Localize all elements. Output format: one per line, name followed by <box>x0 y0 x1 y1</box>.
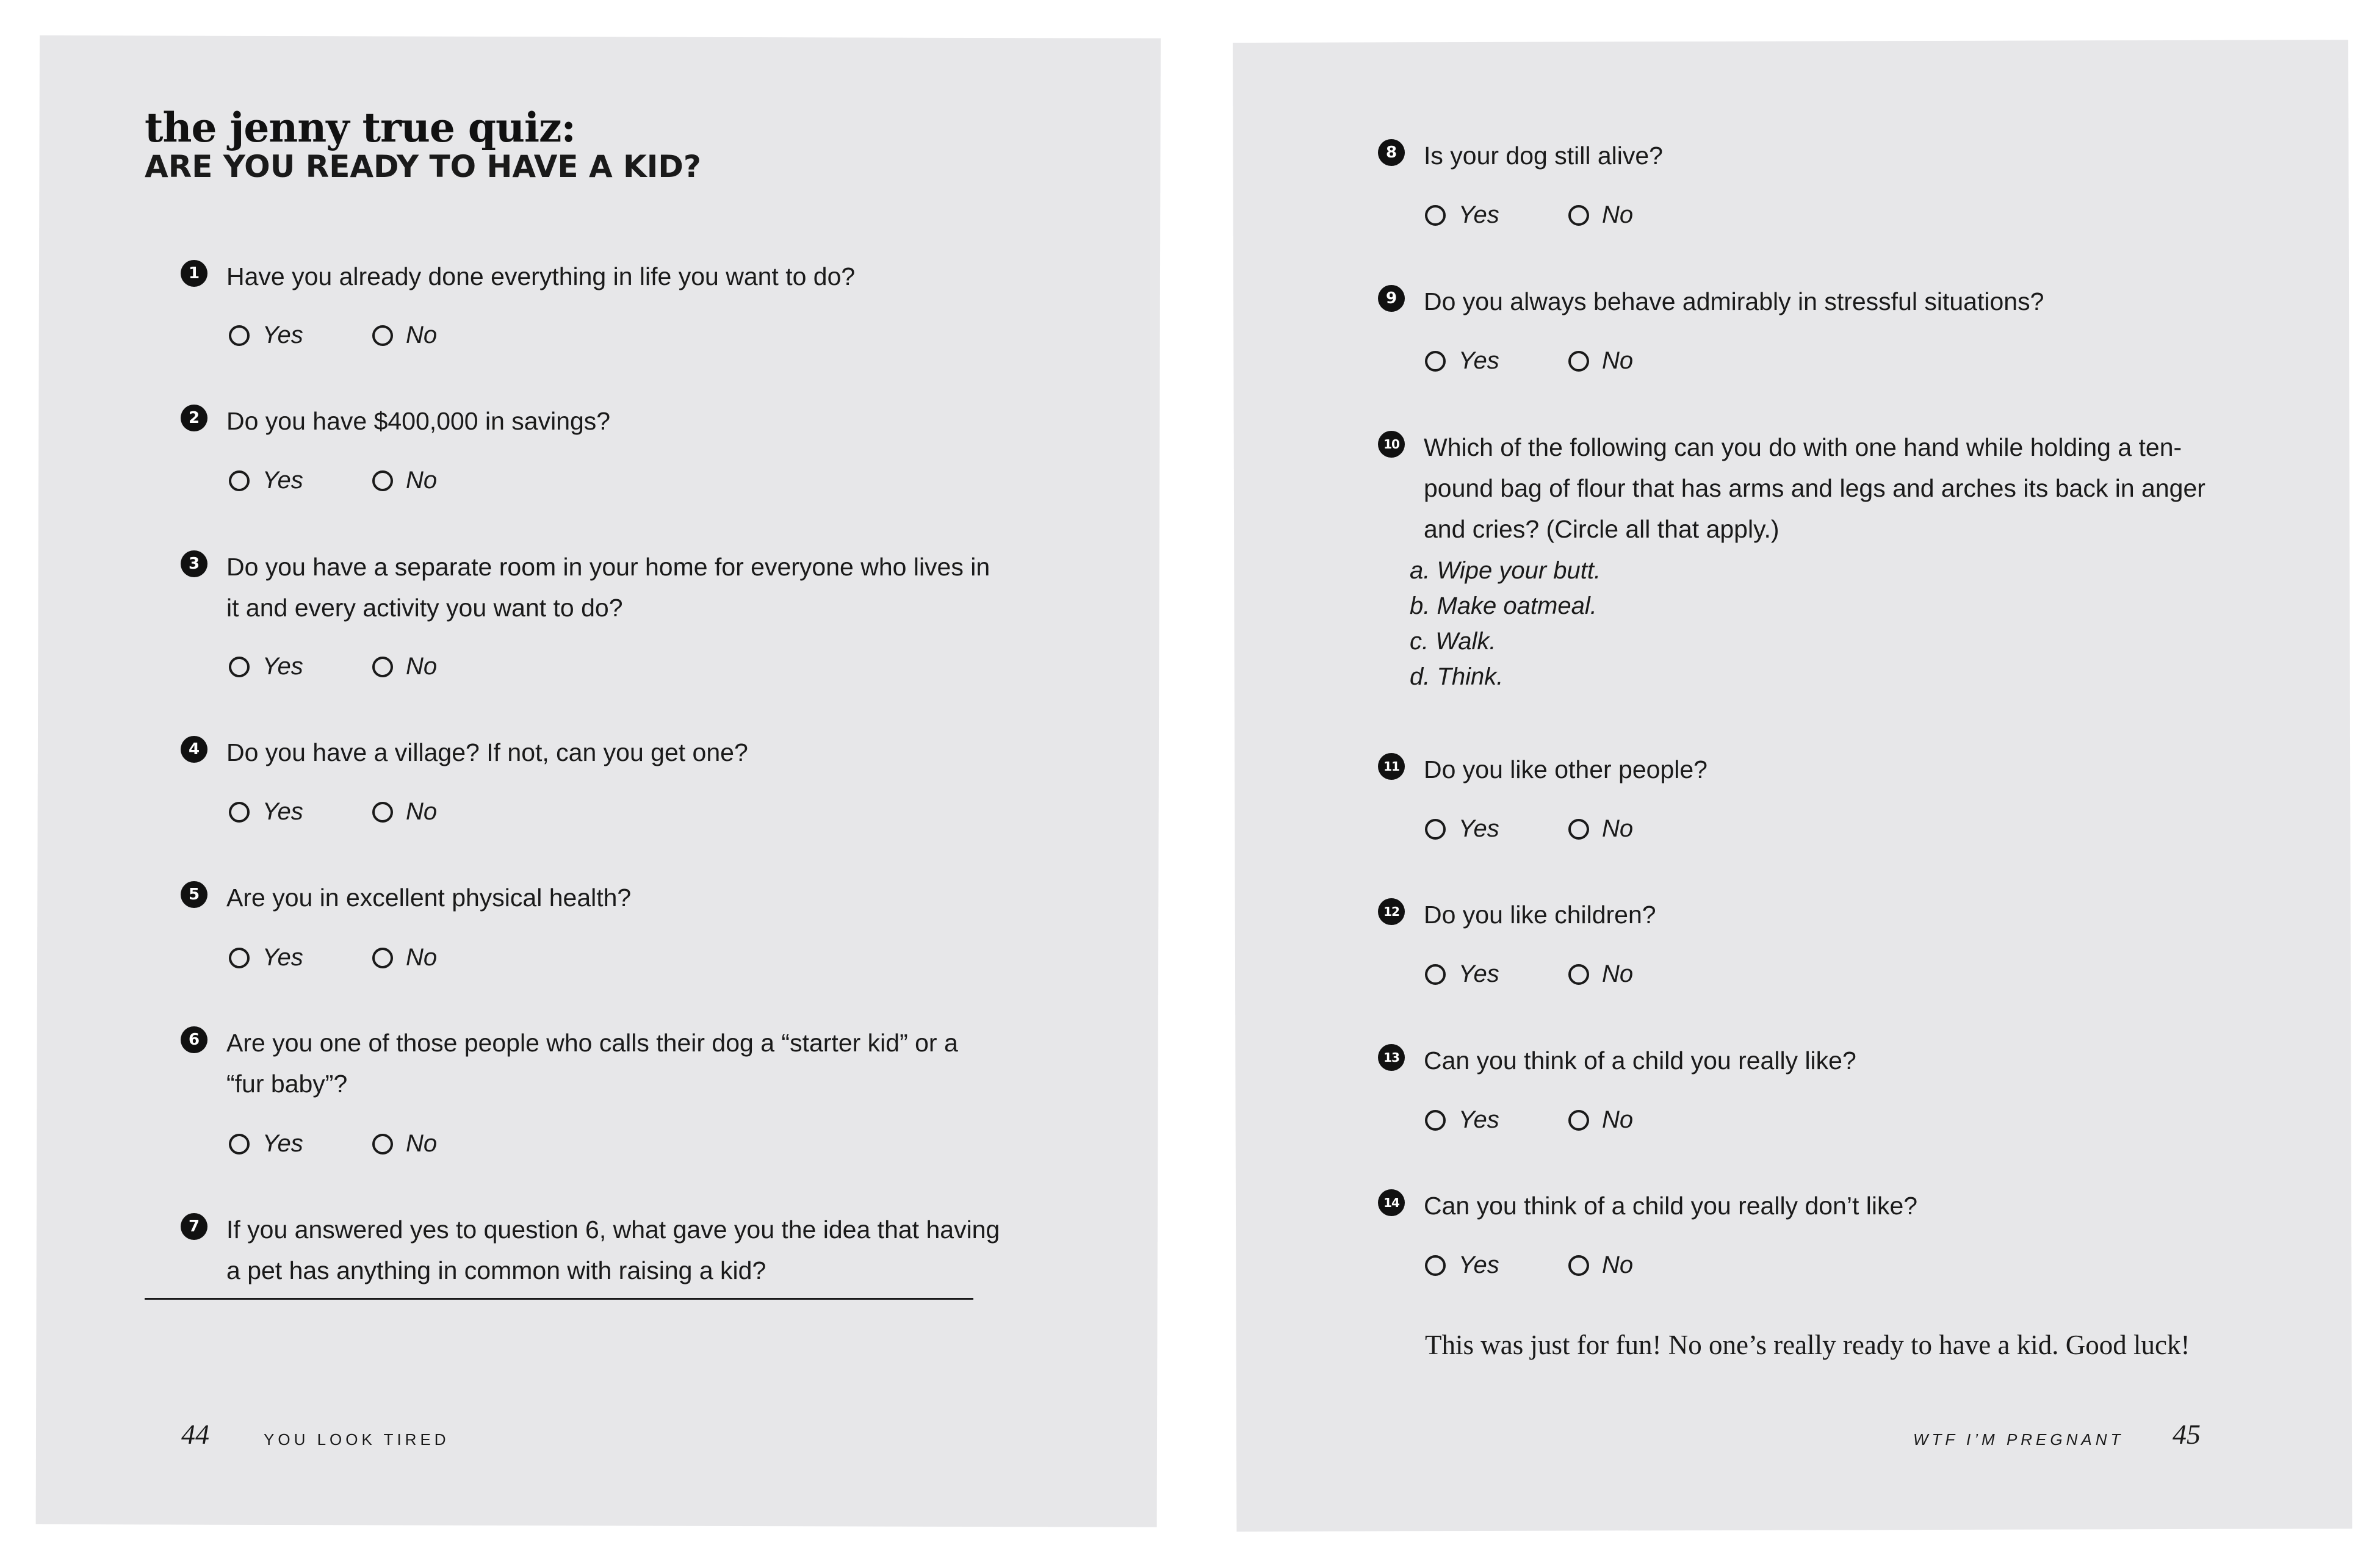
radio-circle-icon[interactable] <box>1568 205 1589 226</box>
quiz-subtitle: ARE YOU READY TO HAVE A KID? <box>145 149 701 184</box>
question-number: 5 <box>181 881 207 908</box>
question-text: Are you in excellent physical health? <box>226 884 632 912</box>
question-text: If you answered yes to question 6, what gave you the idea that having a pet has anything in common with raising a kid? <box>226 1216 1000 1284</box>
quiz-title: the jenny true quiz: <box>145 104 575 151</box>
radio-circle-icon[interactable] <box>372 657 393 677</box>
question-number: 2 <box>181 405 207 431</box>
radio-circle-icon[interactable] <box>1425 964 1446 985</box>
question-number: 11 <box>1378 753 1405 780</box>
radio-circle-icon[interactable] <box>1568 1255 1589 1276</box>
question-number: 9 <box>1378 285 1405 312</box>
radio-circle-icon[interactable] <box>1425 205 1446 226</box>
radio-circle-icon[interactable] <box>372 802 393 823</box>
question-text: Do you have $400,000 in savings? <box>226 407 611 435</box>
choice-d[interactable]: d. Think. <box>1410 663 1504 690</box>
radio-circle-icon[interactable] <box>1425 351 1446 372</box>
question-text: Have you already done everything in life you want to do? <box>226 262 856 290</box>
choice-a[interactable]: a. Wipe your butt. <box>1410 557 1601 584</box>
running-head-right: WTF I’M PREGNANT <box>1913 1430 2124 1449</box>
answer-line[interactable] <box>145 1298 973 1300</box>
question-text: Is your dog still alive? <box>1424 142 1663 170</box>
page-number-right: 45 <box>2173 1419 2201 1450</box>
radio-circle-icon[interactable] <box>1425 1255 1446 1276</box>
radio-circle-icon[interactable] <box>1568 964 1589 985</box>
question-number: 8 <box>1378 139 1405 166</box>
question-number: 12 <box>1378 898 1405 925</box>
radio-circle-icon[interactable] <box>229 1134 250 1154</box>
question-number: 13 <box>1378 1044 1405 1071</box>
radio-circle-icon[interactable] <box>1568 351 1589 372</box>
radio-circle-icon[interactable] <box>1425 819 1446 840</box>
question-number: 7 <box>181 1213 207 1240</box>
question-text: Can you think of a child you really don’t like? <box>1424 1192 1918 1220</box>
question-text: Do you like children? <box>1424 901 1656 929</box>
radio-circle-icon[interactable] <box>229 470 250 491</box>
running-head-left: YOU LOOK TIRED <box>264 1430 450 1449</box>
radio-circle-icon[interactable] <box>372 325 393 346</box>
radio-circle-icon[interactable] <box>372 1134 393 1154</box>
radio-circle-icon[interactable] <box>229 657 250 677</box>
question-number: 1 <box>181 260 207 287</box>
right-page <box>1233 40 2352 1532</box>
question-number: 4 <box>181 736 207 763</box>
radio-circle-icon[interactable] <box>229 948 250 968</box>
question-number: 14 <box>1378 1189 1405 1216</box>
question-text: Do you have a village? If not, can you get one? <box>226 738 748 766</box>
radio-circle-icon[interactable] <box>372 948 393 968</box>
question-number: 6 <box>181 1026 207 1053</box>
choice-b[interactable]: b. Make oatmeal. <box>1410 593 1597 619</box>
page-number-left: 44 <box>181 1419 209 1450</box>
question-text: Do you like other people? <box>1424 755 1707 783</box>
radio-circle-icon[interactable] <box>229 802 250 823</box>
question-text: Do you have a separate room in your home for everyone who lives in it and every activity you want to do? <box>226 553 990 622</box>
question-number: 3 <box>181 550 207 577</box>
question-text: Do you always behave admirably in stressful situations? <box>1424 287 2044 315</box>
question-text: Can you think of a child you really like? <box>1424 1046 1856 1075</box>
radio-circle-icon[interactable] <box>1568 819 1589 840</box>
choice-c[interactable]: c. Walk. <box>1410 628 1496 655</box>
answer-choices-10 <box>1410 553 1601 694</box>
closing-note: This was just for fun! No one’s really ready to have a kid. Good luck! <box>1425 1330 2190 1360</box>
radio-circle-icon[interactable] <box>229 325 250 346</box>
question-text: Are you one of those people who calls their dog a “starter kid” or a “fur baby”? <box>226 1029 958 1098</box>
radio-circle-icon[interactable] <box>372 470 393 491</box>
question-number: 10 <box>1378 431 1405 458</box>
radio-circle-icon[interactable] <box>1568 1110 1589 1131</box>
radio-circle-icon[interactable] <box>1425 1110 1446 1131</box>
question-text: Which of the following can you do with one hand while holding a ten- pound bag of flour that has arms and legs and arches its back in anger and cries? (Circle all that apply.) <box>1424 433 2205 543</box>
